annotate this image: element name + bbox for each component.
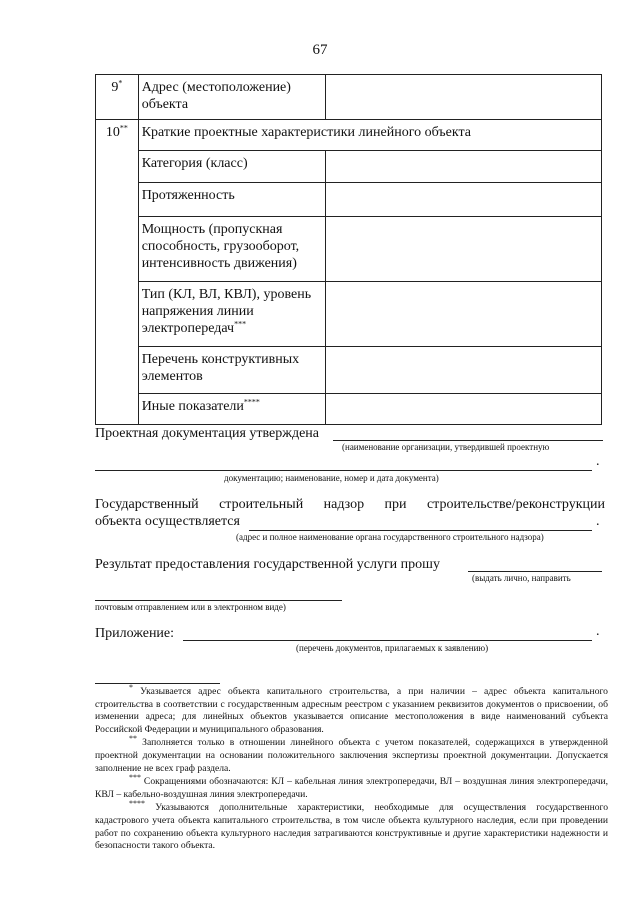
other-indicators-label: Иные показатели**** xyxy=(138,394,325,425)
table-row xyxy=(96,151,602,183)
category-label: Категория (класс) xyxy=(138,151,325,183)
line-type-label: Тип (КЛ, ВЛ, КВЛ), уровень напряжения линии электропередач*** xyxy=(138,282,325,347)
approved-hint-2: документацию; наименование, номер и дата документа) xyxy=(224,473,439,483)
approved-org-field[interactable] xyxy=(333,424,603,441)
table-row xyxy=(96,394,602,425)
capacity-value-cell[interactable] xyxy=(326,217,602,282)
footnote-divider xyxy=(95,683,220,684)
table-row xyxy=(96,183,602,217)
approved-label: Проектная документация утверждена xyxy=(95,426,319,441)
category-value-cell[interactable] xyxy=(326,151,602,183)
supervision-authority-field[interactable] xyxy=(249,514,592,531)
other-indicators-value-cell[interactable] xyxy=(326,394,602,425)
table-row xyxy=(96,75,602,120)
period: . xyxy=(596,624,600,639)
elements-label: Перечень конструктивных элементов xyxy=(138,347,325,394)
linear-object-table xyxy=(95,74,602,425)
footnote: **** Указываются дополнительные характеристики, необходимые для осуществления государственного кадастрового учета объекта капитального строительства, в том числе объекта культурного наследия, если при проведении работ по сохранению объекта культурного наследия затрагиваются конструктивные и другие характеристики надежности и безопасности такого объекта. xyxy=(95,799,609,852)
period: . xyxy=(596,454,600,469)
footnote: *** Сокращениями обозначаются: КЛ – кабельная линия электропередачи, ВЛ – воздушная линия электропередачи, КВЛ – кабельно-воздушная линия электропередачи. xyxy=(95,772,608,800)
capacity-label: Мощность (пропускная способность, грузооборот, интенсивность движения) xyxy=(138,217,325,282)
approved-hint-1: (наименование организации, утвердившей проектную xyxy=(342,442,550,452)
elements-value-cell[interactable] xyxy=(326,347,602,394)
characteristics-header: Краткие проектные характеристики линейного объекта xyxy=(138,120,601,151)
result-method-field[interactable] xyxy=(468,555,602,572)
attachment-label: Приложение: xyxy=(95,626,175,641)
table-row xyxy=(96,120,602,151)
result-method-field-continued[interactable] xyxy=(95,584,342,601)
footnotes xyxy=(95,682,609,854)
period: . xyxy=(596,514,600,529)
footnote: * Указывается адрес объекта капитального строительства, а при наличии – адрес объекта капитального строительства в соответствии с государственным адресным реестром с указанием реквизитов документов о присвоении, об изменении адреса; для линейных объектов указывается описание местоположения в виде наименований субъекта Российской Федерации и муниципального образования. xyxy=(95,682,608,735)
result-hint-1: (выдать лично, направить xyxy=(472,573,571,583)
approved-doc-field[interactable] xyxy=(95,454,592,471)
page-number: 67 xyxy=(312,42,328,58)
supervision-label-2: объекта осуществляется xyxy=(95,514,240,529)
length-value-cell[interactable] xyxy=(326,183,602,217)
result-label: Результат предоставления государственной услуги прошу xyxy=(95,557,440,572)
row-number: 9* xyxy=(96,75,139,120)
footnote: ** Заполняется только в отношении линейного объекта с учетом показателей, содержащихся в утвержденной проектной документации на основании положительного заключения экспертизы проектной документации. Допускается заполнение не всех граф раздела. xyxy=(95,734,608,774)
row-number: 10** xyxy=(96,120,139,425)
table-row xyxy=(96,347,602,394)
attachment-list-field[interactable] xyxy=(183,624,592,641)
length-label: Протяженность xyxy=(138,183,325,217)
address-label: Адрес (местоположение) объекта xyxy=(138,75,325,120)
table-row xyxy=(96,282,602,347)
supervision-hint: (адрес и полное наименование органа государственного строительного надзора) xyxy=(236,532,544,542)
supervision-label-1: Государственный строительный надзор при строительстве/реконструкции xyxy=(95,497,605,512)
line-type-value-cell[interactable] xyxy=(326,282,602,347)
table-row xyxy=(96,217,602,282)
address-value-cell[interactable] xyxy=(326,75,602,120)
result-hint-2: почтовым отправлением или в электронном виде) xyxy=(95,602,286,612)
attachment-hint: (перечень документов, прилагаемых к заявлению) xyxy=(296,643,489,653)
